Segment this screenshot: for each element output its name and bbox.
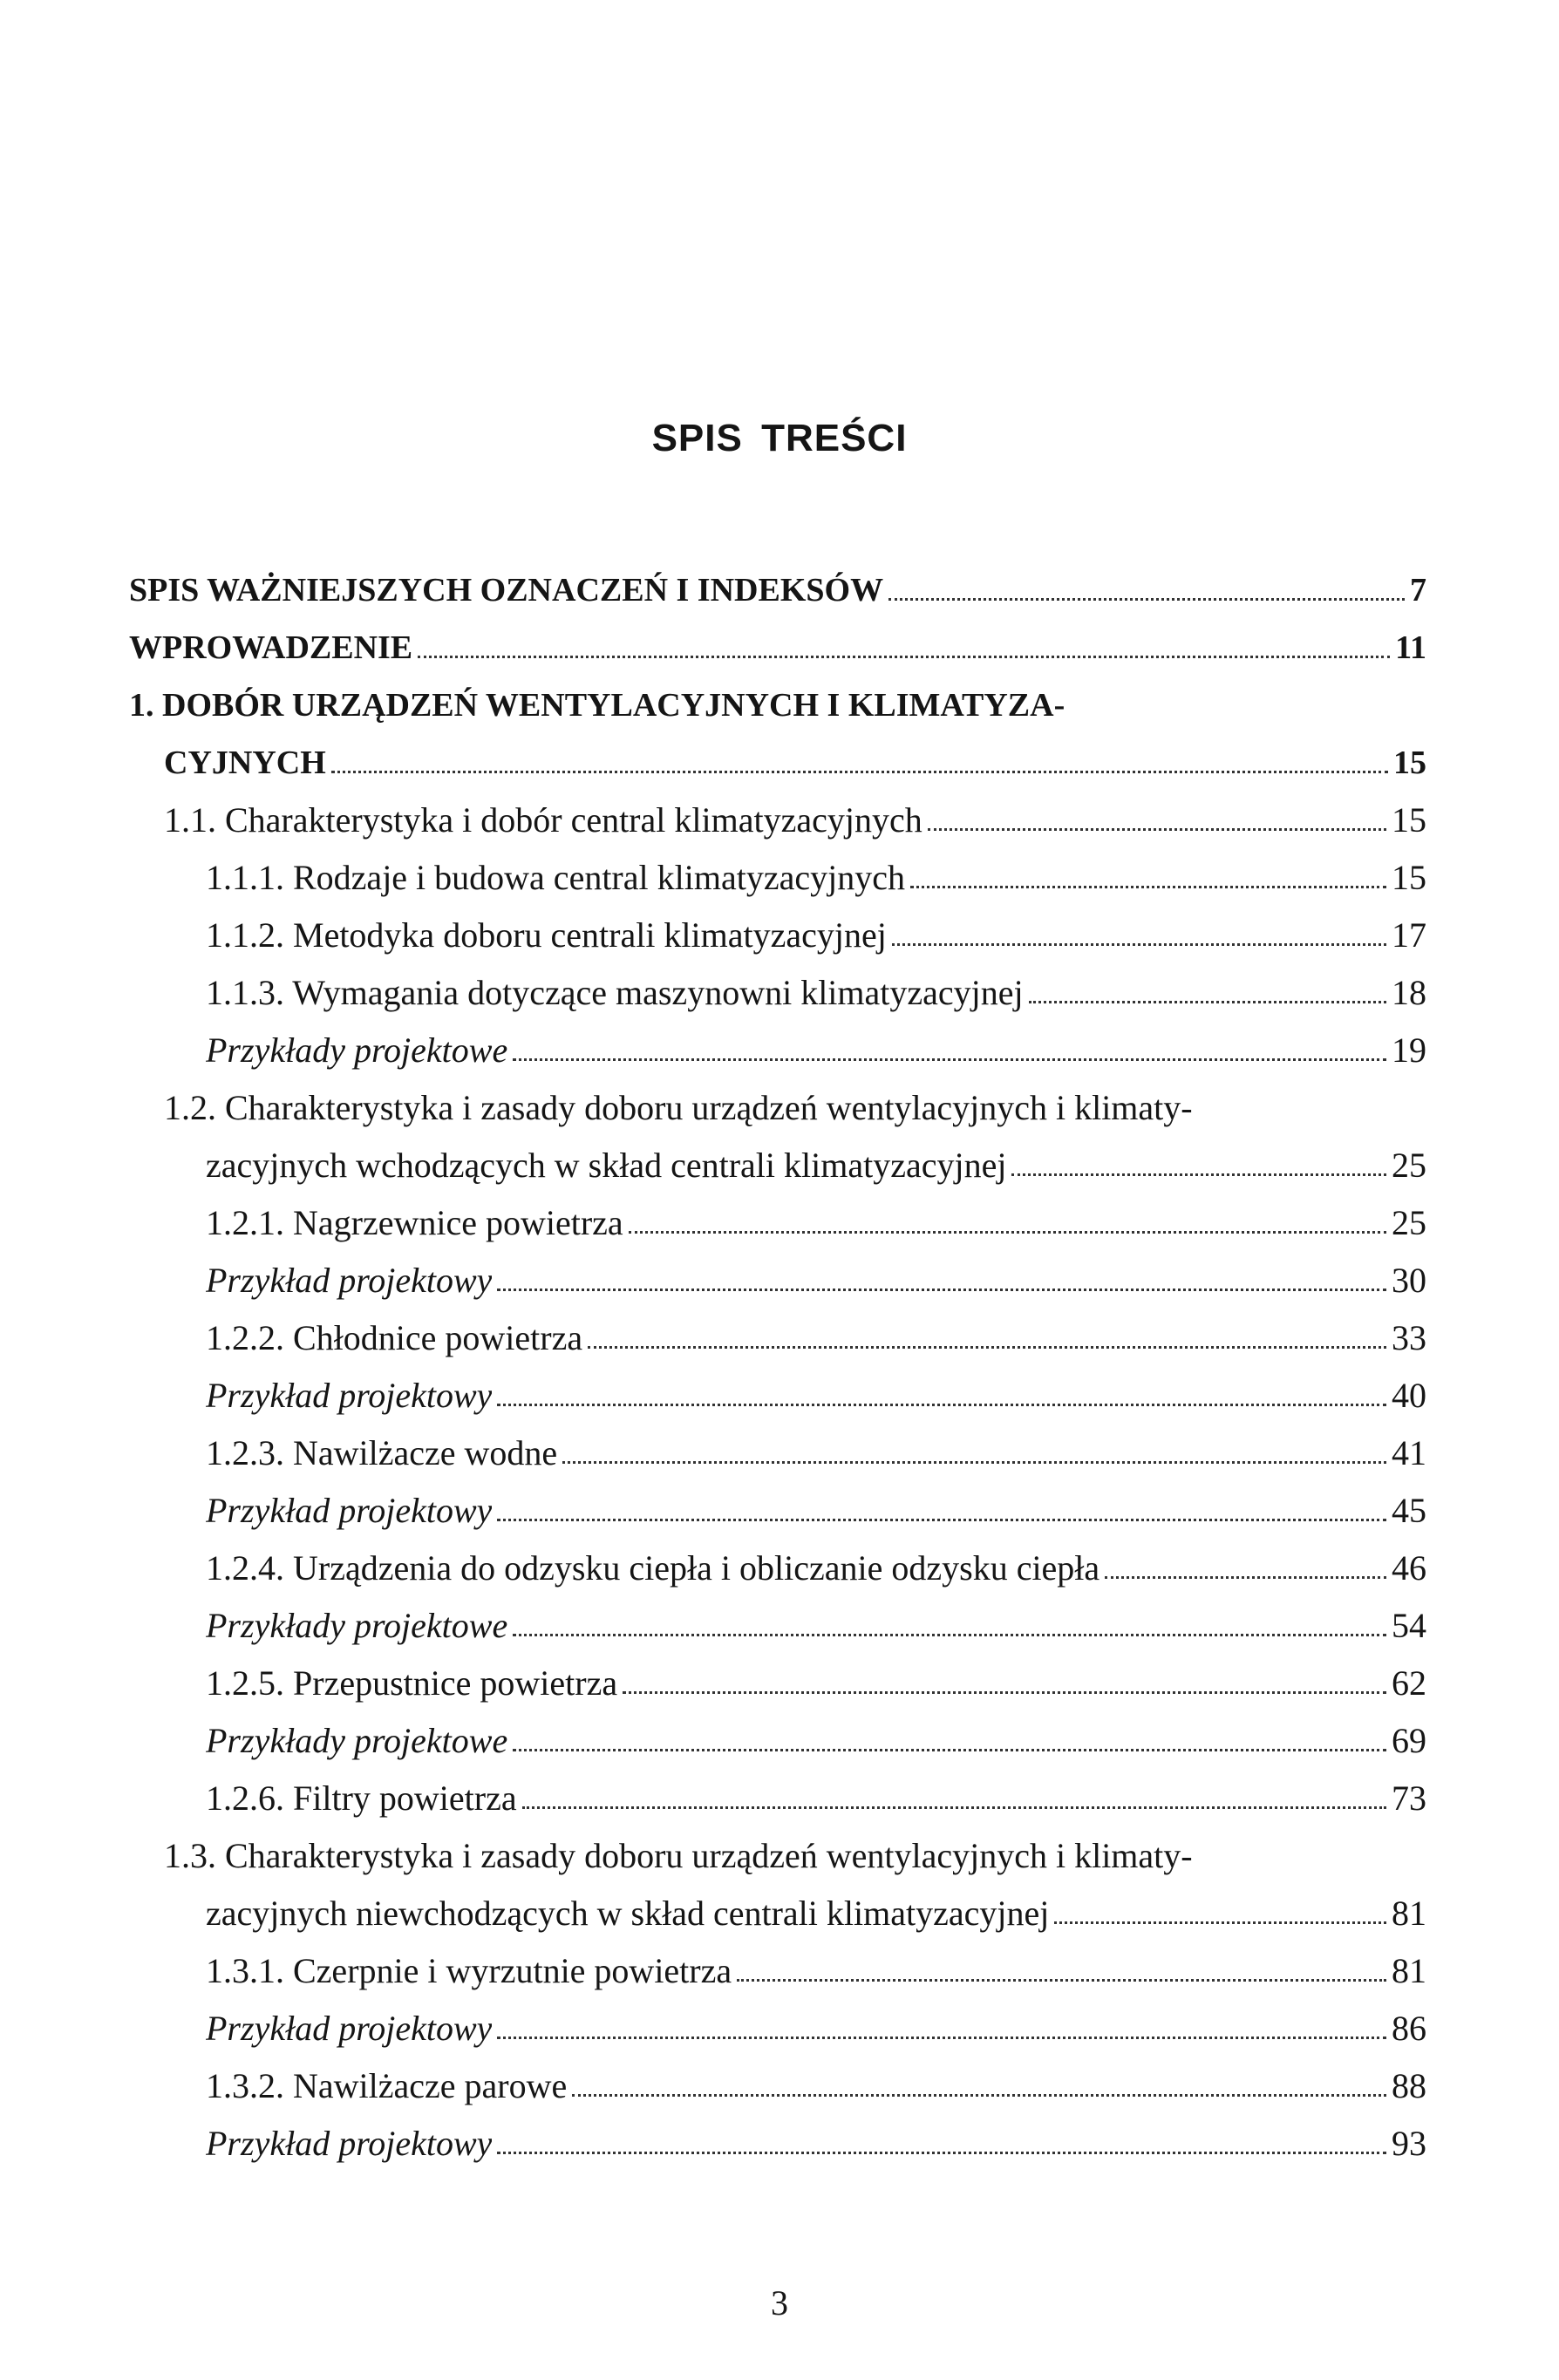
dot-leader [513,1749,1386,1751]
dot-leader [513,1058,1386,1061]
toc-entry-label: Przykłady projektowe [206,1606,508,1645]
dot-leader [497,1289,1386,1291]
dot-leader [497,2037,1386,2039]
toc-entry-label: 1.1.2. Metodyka doboru centrali klimatyzacyjnej [206,915,887,955]
toc-entry-page: 54 [1392,1606,1426,1645]
toc-entry[interactable] [206,2058,1426,2107]
toc-entry-page: 69 [1392,1721,1426,1760]
toc-entry[interactable] [164,1828,1426,1877]
toc-entry-label: 1. DOBÓR URZĄDZEŃ WENTYLACYJNYCH I KLIMATYZA- [129,687,1065,724]
toc-entry[interactable] [164,792,1426,841]
toc-entry-page: 73 [1392,1778,1426,1818]
toc-entry[interactable] [206,2001,1426,2050]
dot-leader [910,886,1386,888]
toc-entry-label: zacyjnych wchodzących w skład centrali klimatyzacyjnej [206,1146,1007,1185]
toc-entry-page: 18 [1392,973,1426,1012]
toc-entry-label: Przykłady projektowe [206,1721,508,1760]
toc-entry-label: Przykład projektowy [206,1261,493,1300]
toc-entry-label: 1.3.1. Czerpnie i wyrzutnie powietrza [206,1951,732,1990]
toc-entry-label: zacyjnych niewchodzących w skład centrali klimatyzacyjnej [206,1894,1050,1933]
toc-entry-label: 1.2.2. Chłodnice powietrza [206,1318,583,1357]
toc-entry-label: Przykłady projektowe [206,1030,508,1070]
toc-entry[interactable] [164,1080,1426,1129]
toc-entry-page: 81 [1392,1951,1426,1990]
toc-entry-label: 1.2.3. Nawilżacze wodne [206,1433,558,1472]
page-number: 3 [771,2283,788,2322]
toc-entry[interactable] [206,1138,1426,1187]
dot-leader [497,1519,1386,1521]
toc-entry[interactable] [206,850,1426,899]
toc-entry-page: 7 [1410,572,1426,609]
toc-entry-page: 88 [1392,2066,1426,2105]
toc-entry[interactable] [206,1425,1426,1474]
toc-entry-label: Przykład projektowy [206,1376,493,1415]
dot-leader [497,2152,1386,2154]
toc-entry-label: Przykład projektowy [206,1491,493,1530]
toc-entry-label: 1.1.1. Rodzaje i budowa central klimatyzacyjnych [206,858,905,897]
toc-entry-label: CYJNYCH [164,745,326,781]
dot-leader [928,828,1386,831]
toc-entry[interactable] [129,620,1426,669]
toc-entry-label: 1.3. Charakterystyka i zasady doboru urządzeń wentylacyjnych i klimaty- [164,1836,1193,1875]
toc-entry-label: Przykład projektowy [206,2124,493,2163]
dot-leader [588,1346,1386,1349]
toc-entry[interactable] [206,2116,1426,2165]
toc-entry-label: 1.2.1. Nagrzewnice powietrza [206,1203,623,1242]
dot-leader [888,598,1405,601]
toc-entry[interactable] [206,1656,1426,1704]
page-title: SPIS TREŚCI [651,417,908,459]
toc-entry-page: 25 [1392,1203,1426,1242]
dot-leader [562,1461,1386,1464]
toc-entry-page: 25 [1392,1146,1426,1185]
dot-leader [892,943,1386,946]
dot-leader [497,1404,1386,1406]
toc-entry[interactable] [206,1368,1426,1417]
toc-entry[interactable] [206,1943,1426,1992]
toc-entry-label: SPIS WAŻNIEJSZYCH OZNACZEŃ I INDEKSÓW [129,572,884,609]
toc-entry-page: 81 [1392,1894,1426,1933]
toc-entry[interactable] [206,1310,1426,1359]
dot-leader [418,656,1390,658]
dot-leader [1029,1001,1386,1003]
toc-entry-label: 1.2.5. Przepustnice powietrza [206,1663,618,1703]
toc-entry[interactable] [206,1713,1426,1762]
toc-entry-label: 1.1.3. Wymagania dotyczące maszynowni klimatyzacyjnej [206,973,1024,1012]
toc-entry-page: 45 [1392,1491,1426,1530]
toc-entry-label: 1.2. Charakterystyka i zasady doboru urządzeń wentylacyjnych i klimaty- [164,1088,1193,1127]
dot-leader [1054,1921,1386,1924]
toc-entry[interactable] [206,1253,1426,1302]
dot-leader [1105,1576,1386,1579]
toc-entry[interactable] [206,1483,1426,1532]
toc-entry[interactable] [164,735,1426,784]
toc-entry-label: WPROWADZENIE [129,629,413,666]
toc-entry[interactable] [129,562,1426,611]
dot-leader [331,771,1388,773]
toc-entry-page: 30 [1392,1261,1426,1300]
toc-entry-page: 15 [1392,858,1426,897]
toc-entry-page: 33 [1392,1318,1426,1357]
toc-entry[interactable] [206,1598,1426,1647]
toc-entry-page: 17 [1392,915,1426,955]
toc-entry-label: 1.2.4. Urządzenia do odzysku ciepła i obliczanie odzysku ciepła [206,1548,1100,1588]
toc-entry-page: 15 [1392,800,1426,840]
toc-entry[interactable] [206,1195,1426,1244]
toc-entry[interactable] [129,677,1426,726]
toc-entry-page: 93 [1392,2124,1426,2163]
dot-leader [737,1979,1386,1982]
dot-leader [1011,1173,1386,1176]
toc-entry-page: 19 [1392,1030,1426,1070]
dot-leader [629,1231,1386,1234]
dot-leader [522,1806,1386,1809]
dot-leader [572,2094,1386,2097]
toc-entry[interactable] [206,908,1426,956]
toc-entry[interactable] [206,1540,1426,1589]
toc-entry-page: 86 [1392,2009,1426,2048]
toc-entry[interactable] [206,1771,1426,1819]
toc-entry[interactable] [206,965,1426,1014]
toc-entry-page: 15 [1393,745,1426,781]
toc-entry-label: 1.3.2. Nawilżacze parowe [206,2066,568,2105]
toc-entry-page: 40 [1392,1376,1426,1415]
toc-entry-page: 41 [1392,1433,1426,1472]
dot-leader [623,1691,1386,1694]
dot-leader [513,1634,1386,1636]
toc-entry-page: 11 [1395,629,1426,666]
toc-entry-label: 1.2.6. Filtry powietrza [206,1778,517,1818]
toc-entry[interactable] [206,1023,1426,1071]
toc-entry[interactable] [206,1886,1426,1935]
toc-entry-page: 46 [1392,1548,1426,1588]
toc-entry-label: 1.1. Charakterystyka i dobór central klimatyzacyjnych [164,800,922,840]
toc-entry-page: 62 [1392,1663,1426,1703]
toc-entry-label: Przykład projektowy [206,2009,493,2048]
